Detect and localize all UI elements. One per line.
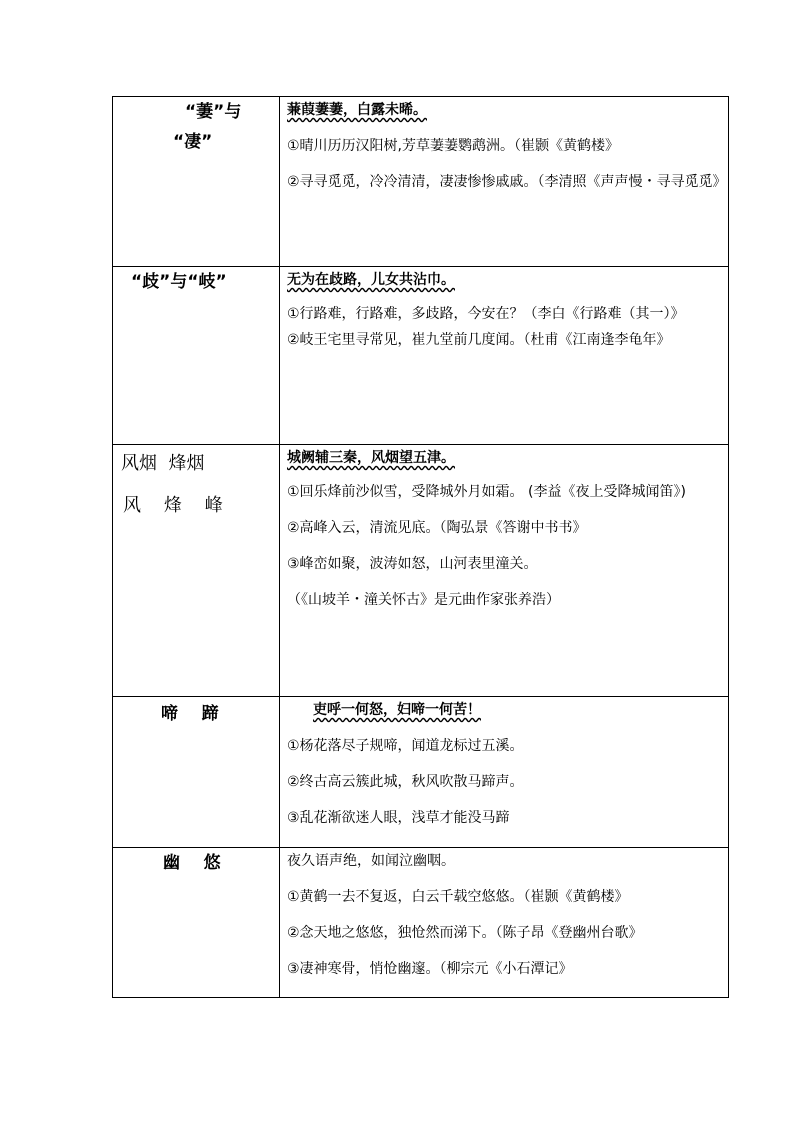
row-heading: 城阙辅三秦，风烟望五津。 bbox=[287, 450, 455, 466]
example-line: ②寻寻觅觅，冷冷清清，凄凄惨惨戚戚。（李清照《声声慢・寻寻觅觅》 bbox=[287, 174, 727, 190]
example-line: ①黄鹤一去不复返，白云千载空悠悠。（崔颢《黄鹤楼》 bbox=[287, 889, 629, 905]
table-row bbox=[113, 267, 729, 445]
example-line: ③峰峦如聚，波涛如怒，山河表里潼关。 bbox=[287, 556, 538, 572]
example-line: ①回乐烽前沙似雪，受降城外月如霜。 (李益《夜上受降城闻笛》) bbox=[287, 484, 686, 500]
term-label: “歧”与“岐” bbox=[131, 272, 227, 292]
vocabulary-table bbox=[112, 96, 729, 998]
example-line: ①杨花落尽子规啼，闻道龙标过五溪。 bbox=[287, 738, 524, 754]
term-cell bbox=[113, 848, 280, 998]
example-line: ①晴川历历汉阳树,芳草萋萋鹦鹉洲。（崔颢《黄鹤楼》 bbox=[287, 138, 619, 154]
content-cell bbox=[280, 97, 729, 267]
example-line: ②岐王宅里寻常见，崔九堂前几度闻。（杜甫《江南逢李龟年》 bbox=[287, 332, 671, 348]
table-row bbox=[113, 445, 729, 697]
term-label: “凄” bbox=[173, 132, 213, 152]
content-cell bbox=[280, 267, 729, 445]
row-heading: 吏呼一何怒，妇啼一何苦！ bbox=[313, 702, 481, 718]
example-line: ③乱花渐欲迷人眼，浅草才能没马蹄 bbox=[287, 810, 510, 826]
row-heading: 蒹葭萋萋，白露未晞。 bbox=[287, 102, 427, 118]
term-label: 幽 悠 bbox=[163, 853, 221, 873]
term-label: 风烟 烽烟 bbox=[121, 453, 205, 474]
row-heading: 夜久语声绝，如闻泣幽咽。 bbox=[287, 853, 455, 869]
term-cell bbox=[113, 697, 280, 848]
term-cell bbox=[113, 267, 280, 445]
table-row bbox=[113, 697, 729, 848]
example-line: ②终古高云簇此城，秋风吹散马蹄声。 bbox=[287, 774, 524, 790]
example-line: ②高峰入云，清流见底。（陶弘景《答谢中书书》 bbox=[287, 520, 587, 536]
example-line: （《山坡羊・潼关怀古》是元曲作家张养浩） bbox=[287, 592, 560, 608]
example-line: ②念天地之悠悠，独怆然而涕下。（陈子昂《登幽州台歌》 bbox=[287, 925, 643, 941]
term-cell bbox=[113, 97, 280, 267]
row-heading: 无为在歧路，儿女共沾巾。 bbox=[287, 272, 455, 288]
term-label: 啼 蹄 bbox=[161, 704, 219, 724]
content-cell bbox=[280, 697, 729, 848]
example-line: ①行路难，行路难，多歧路，今安在？（李白《行路难（其一）》 bbox=[287, 306, 685, 322]
example-line: ③凄神寒骨，悄怆幽邃。（柳宗元《小石潭记》 bbox=[287, 961, 573, 977]
term-cell bbox=[113, 445, 280, 697]
table-row bbox=[113, 848, 729, 998]
term-label: 风 烽 峰 bbox=[123, 495, 223, 516]
content-cell bbox=[280, 848, 729, 998]
table-row bbox=[113, 97, 729, 267]
term-label: “萋”与 bbox=[185, 102, 242, 122]
content-cell bbox=[280, 445, 729, 697]
